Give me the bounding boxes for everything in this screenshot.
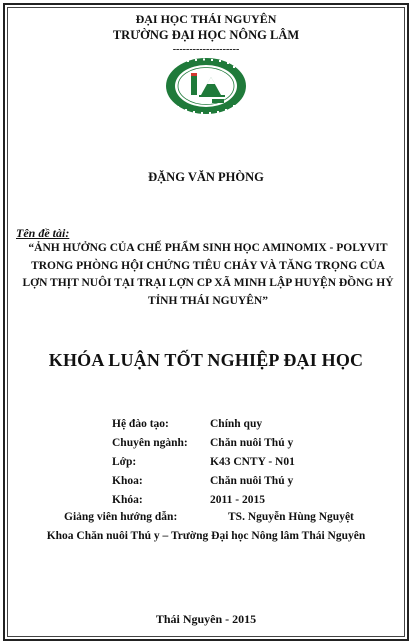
supervisor-row (0, 511, 412, 527)
info-value: Chính quy (210, 418, 263, 430)
info-label: Khóa: (112, 494, 143, 506)
place-year: Thái Nguyên - 2015 (155, 612, 257, 626)
info-value: Chăn nuôi Thú y (210, 437, 294, 449)
topic-title-line: TRONG PHÒNG HỘI CHỨNG TIÊU CHẢY VÀ TĂNG TRỌNG CỦA (31, 259, 385, 272)
thesis-type-heading: KHÓA LUẬN TỐT NGHIỆP ĐẠI HỌC (48, 350, 364, 370)
supervisor-label: Giảng viên hướng dẫn: (64, 511, 178, 523)
info-value: 2011 - 2015 (210, 494, 265, 506)
school-name: TRƯỜNG ĐẠI HỌC NÔNG LÂM (112, 28, 300, 42)
info-row-faculty (0, 475, 412, 491)
author-name: ĐẶNG VĂN PHÒNG (148, 170, 264, 184)
topic-label: Tên đề tài: (16, 226, 70, 240)
info-label: Chuyên ngành: (112, 437, 188, 449)
info-label: Hệ đào tạo: (112, 418, 169, 430)
info-row-class (0, 456, 412, 472)
header-divider: -------------------- (172, 44, 240, 55)
info-label: Khoa: (112, 475, 143, 487)
faculty-line: Khoa Chăn nuôi Thú y – Trường Đại học Nông lâm Thái Nguyên (46, 530, 366, 542)
info-value: K43 CNTY - N01 (210, 456, 295, 468)
topic-title-line: TỈNH THÁI NGUYÊN” (148, 294, 268, 307)
info-row-cohort (0, 494, 412, 510)
info-row-training-system (0, 418, 412, 434)
supervisor-name: TS. Nguyễn Hùng Nguyệt (228, 511, 354, 523)
topic-title-line: “ẢNH HƯỞNG CỦA CHẾ PHẨM SINH HỌC AMINOMIX - POLYVIT (28, 242, 388, 254)
university-name: ĐẠI HỌC THÁI NGUYÊN (135, 12, 277, 26)
university-seal-logo-icon (165, 57, 247, 115)
info-value: Chăn nuôi Thú y (210, 475, 294, 487)
info-label: Lớp: (112, 456, 137, 468)
info-row-major (0, 437, 412, 453)
topic-title-line: LỢN THỊT NUÔI TẠI TRẠI LỢN CP XÃ MINH LẬP HUYỆN ĐỒNG HỶ (22, 277, 394, 289)
topic-title (16, 240, 400, 310)
